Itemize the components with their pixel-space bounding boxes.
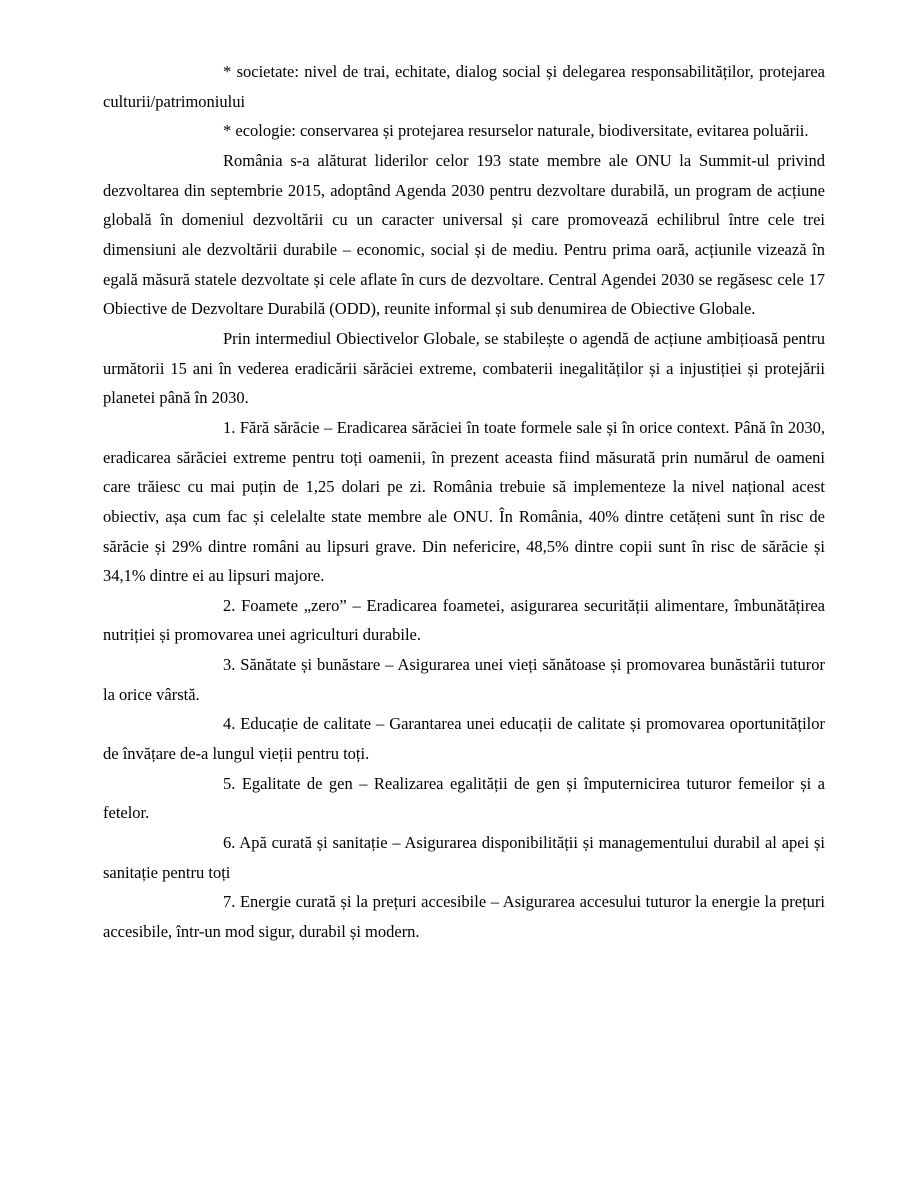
paragraph: Prin intermediul Obiectivelor Globale, se stabilește o agendă de acțiune ambițioasă pentru următorii 15 ani în vederea eradicării sărăciei extreme, combaterii inegalităților și a injustiției și protejării planetei până în 2030.: [103, 328, 825, 408]
paragraph: 4. Educație de calitate – Garantarea unei educații de calitate și promovarea oportunităților de învățare de-a lungul vieții pentru toți.: [103, 714, 825, 764]
paragraph: 6. Apă curată și sanitație – Asigurarea disponibilității și managementului durabil al apei și sanitație pentru toți: [103, 833, 825, 882]
paragraph: România s-a alăturat liderilor celor 193 state membre ale ONU la Summit-ul privind dezvoltarea din septembrie 2015, adoptând Agenda 2030 pentru dezvoltare durabilă, un program de acțiune globală în domeniul dezvoltării cu un caracter universal și care promovează echilibrul între cele trei dimensiuni ale dezvoltării durabile – economic, social și de mediu. Pentru prima oară, acțiunile vizează în egală măsură statele dezvoltate și cele aflate în curs de dezvoltare. Central Agendei 2030 se regăsesc cele 17 Obiective de Dezvoltare Durabilă (ODD), reunite informal și sub denumirea de Obiective Globale.: [103, 150, 825, 319]
paragraph: 7. Energie curată și la prețuri accesibile – Asigurarea accesului tuturor la energie la prețuri accesibile, într-un mod sigur, durabil și modern.: [103, 892, 825, 942]
paragraph: 5. Egalitate de gen – Realizarea egalității de gen și împuternicirea tuturor femeilor și a fetelor.: [103, 773, 825, 823]
paragraph: * societate: nivel de trai, echitate, dialog social și delegarea responsabilităților, protejarea culturii/patrimoniului: [103, 62, 825, 111]
paragraph: * ecologie: conservarea și protejarea resurselor naturale, biodiversitate, evitarea poluării.: [223, 121, 809, 141]
paragraph: 3. Sănătate și bunăstare – Asigurarea unei vieți sănătoase și promovarea bunăstării tuturor la orice vârstă.: [103, 655, 825, 704]
paragraph: 1. Fără sărăcie – Eradicarea sărăciei în toate formele sale și în orice context. Până în 2030, eradicarea sărăciei extreme pentru toți oamenii, în prezent aceasta fiind măsurată prin numărul de oameni care trăiesc cu mai puțin de 1,25 dolari pe zi. România trebuie să implementeze la nivel național acest obiectiv, așa cum fac și celelalte state membre ale ONU. În România, 40% dintre cetățeni sunt în risc de sărăcie și 29% dintre români au lipsuri grave. Din nefericire, 48,5% dintre copii sunt în risc de sărăcie și 34,1% dintre ei au lipsuri majore.: [103, 417, 825, 586]
paragraph: 2. Foamete „zero” – Eradicarea foametei, asigurarea securității alimentare, îmbunătățirea nutriției și promovarea unei agriculturi durabile.: [103, 595, 825, 645]
document-body: [103, 57, 825, 947]
